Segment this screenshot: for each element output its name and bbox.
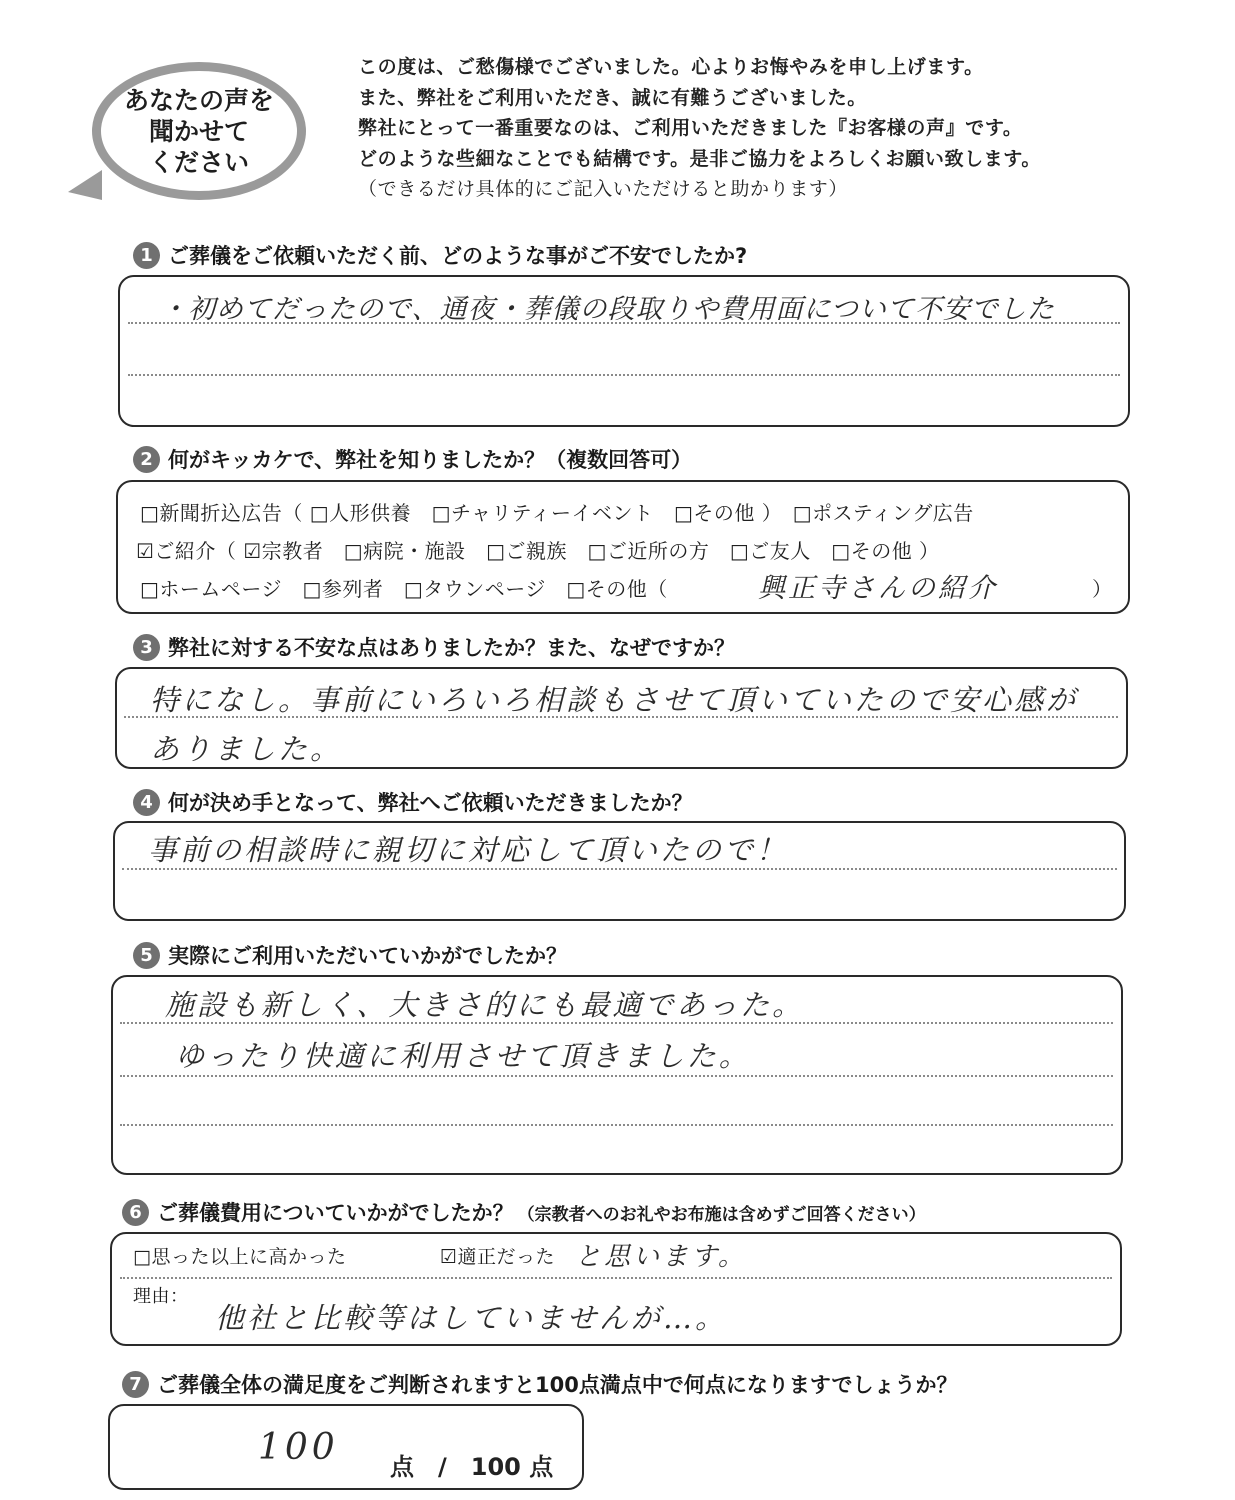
question-6-note: （宗教者へのお礼やお布施は含めずご回答ください） (517, 1204, 926, 1225)
answer-line (120, 1124, 1113, 1126)
question-6 (122, 1197, 926, 1227)
score-handwriting: 100 (258, 1427, 339, 1468)
question-number-badge: 2 (133, 446, 160, 473)
answer-5-handwriting-line-1: 施設も新しく、大きさ的にも最適であった。 (165, 988, 805, 1022)
bubble-line-2: 聞かせて (148, 116, 249, 146)
answer-3-handwriting-line-1: 特になし。事前にいろいろ相談もさせて頂いていたので安心感が (150, 683, 1079, 717)
question-number-badge: 7 (122, 1371, 149, 1398)
question-4-text: 何が決め手となって、弊社へご依頼いただきましたか？ (168, 791, 693, 815)
question-2-text: 何がキッカケで、弊社を知りましたか？（複数回答可） (168, 448, 693, 472)
intro-text (358, 52, 1208, 205)
cost-option-handwriting: と思います。 (575, 1242, 747, 1272)
answer-line (120, 1277, 1112, 1279)
intro-line-4: どのような些細なことでも結構です。是非ご協力をよろしくお願い致します。 (358, 147, 1041, 170)
question-1 (133, 240, 747, 270)
question-7 (122, 1369, 957, 1399)
answer-line (120, 1075, 1113, 1077)
intro-line-3: 弊社にとって一番重要なのは、ご利用いただきました『お客様の声』です。 (358, 117, 1023, 139)
question-6-text: ご葬儀費用についていかがでしたか？ (157, 1201, 514, 1225)
source-options-row-2[interactable]: ☑ご紹介（ ☑宗教者 □病院・施設 □ご親族 □ご近所の方 □ご友人 □その他 ） (136, 539, 940, 563)
source-options-row-3[interactable]: □ホームページ □参列者 □タウンページ □その他（ (140, 577, 668, 601)
answer-3-handwriting-line-2: ありました。 (150, 732, 343, 766)
question-2 (133, 444, 692, 474)
question-number-badge: 1 (133, 242, 160, 269)
answer-5-handwriting-line-2: ゆったり快適に利用させて頂きました。 (175, 1039, 751, 1073)
intro-line-5: （できるだけ具体的にご記入いただけると助かります） (358, 178, 849, 200)
question-number-badge: 5 (133, 942, 160, 969)
answer-line (128, 374, 1120, 376)
question-number-badge: 3 (133, 634, 160, 661)
source-other-handwriting: 興正寺さんの紹介 (758, 573, 998, 604)
question-number-badge: 6 (122, 1199, 149, 1226)
answer-1-handwriting: ・初めてだったので、通夜・葬儀の段取りや費用面について不安でした (160, 294, 1055, 325)
cost-option-high[interactable]: □思った以上に高かった (133, 1246, 347, 1268)
score-suffix: 点 / 100 点 (390, 1453, 554, 1481)
cost-option-fair[interactable]: ☑適正だった (440, 1246, 556, 1268)
intro-line-1: この度は、ご愁傷様でございました。心よりお悔やみを申し上げます。 (358, 56, 984, 78)
question-3-text: 弊社に対する不安な点はありましたか？また、なぜですか？ (168, 636, 735, 660)
speech-bubble (92, 62, 306, 200)
source-options-row-1[interactable]: □新聞折込広告（ □人形供養 □チャリティーイベント □その他 ） □ポスティング広告 (140, 501, 974, 525)
question-1-text: ご葬儀をご依頼いただく前、どのような事がご不安でしたか? (168, 244, 748, 268)
question-5-text: 実際にご利用いただいていかがでしたか？ (168, 944, 567, 968)
source-other-close: ） (1092, 577, 1113, 601)
speech-bubble-tail (68, 170, 102, 200)
reason-handwriting: 他社と比較等はしていませんが…。 (215, 1301, 728, 1335)
reason-label: 理由： (133, 1286, 189, 1307)
question-number-badge: 4 (133, 789, 160, 816)
intro-line-2: また、弊社をご利用いただき、誠に有難うございました。 (358, 86, 867, 109)
bubble-line-3: ください (148, 147, 249, 177)
question-3 (133, 632, 735, 662)
question-5 (133, 940, 567, 970)
answer-4-handwriting: 事前の相談時に親切に対応して頂いたので！ (148, 833, 789, 867)
question-7-text: ご葬儀全体の満足度をご判断されますと100点満点中で何点になりますでしょうか？ (157, 1373, 958, 1397)
question-4 (133, 787, 693, 817)
bubble-line-1: あなたの声を (123, 85, 274, 115)
